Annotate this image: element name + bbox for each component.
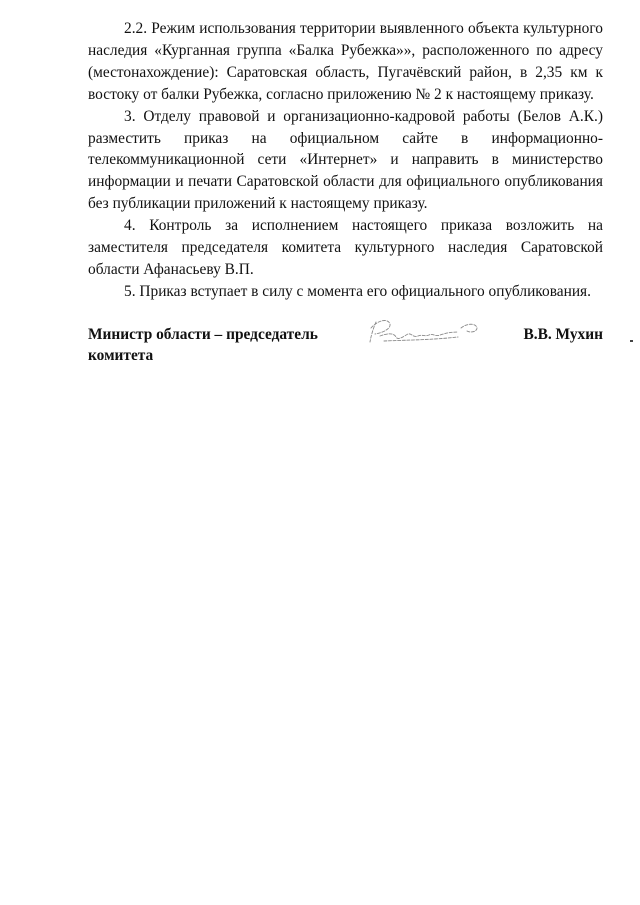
paragraph-2-2: 2.2. Режим использования территории выявленного объекта культурного наследия «Курганная группа «Балка Рубежка»», расположенного по адресу (местонахождение): Саратовская область, Пугачёвский район, в 2,35 км к востоку от балки Рубежка, согласно приложению № 2 к настоящему приказу.: [88, 20, 603, 103]
handwritten-signature: [366, 314, 484, 348]
signatory-name: В.В. Мухин: [523, 326, 603, 343]
paragraph-5: 5. Приказ вступает в силу с момента его официального опубликования.: [124, 282, 591, 300]
paragraph-4: 4. Контроль за исполнением настоящего приказа возложить на заместителя председателя комитета культурного наследия Саратовской области Афанасьеву В.П.: [88, 217, 603, 278]
signature-block: [88, 324, 603, 368]
scan-edge-mark: [630, 340, 633, 342]
signatory-title-line-2: комитета: [88, 347, 154, 364]
signatory-title: [88, 324, 338, 366]
paragraph-3: 3. Отделу правовой и организационно-кадровой работы (Белов А.К.) разместить приказ на официальном сайте в информационно-телекоммуникационной сети «Интернет» и направить в министерство информации и печати Саратовской области для официального опубликования без публикации приложений к настоящему приказу.: [88, 107, 603, 213]
document-body: [88, 18, 603, 303]
signatory-title-line-1: Министр области – председатель: [88, 326, 318, 343]
